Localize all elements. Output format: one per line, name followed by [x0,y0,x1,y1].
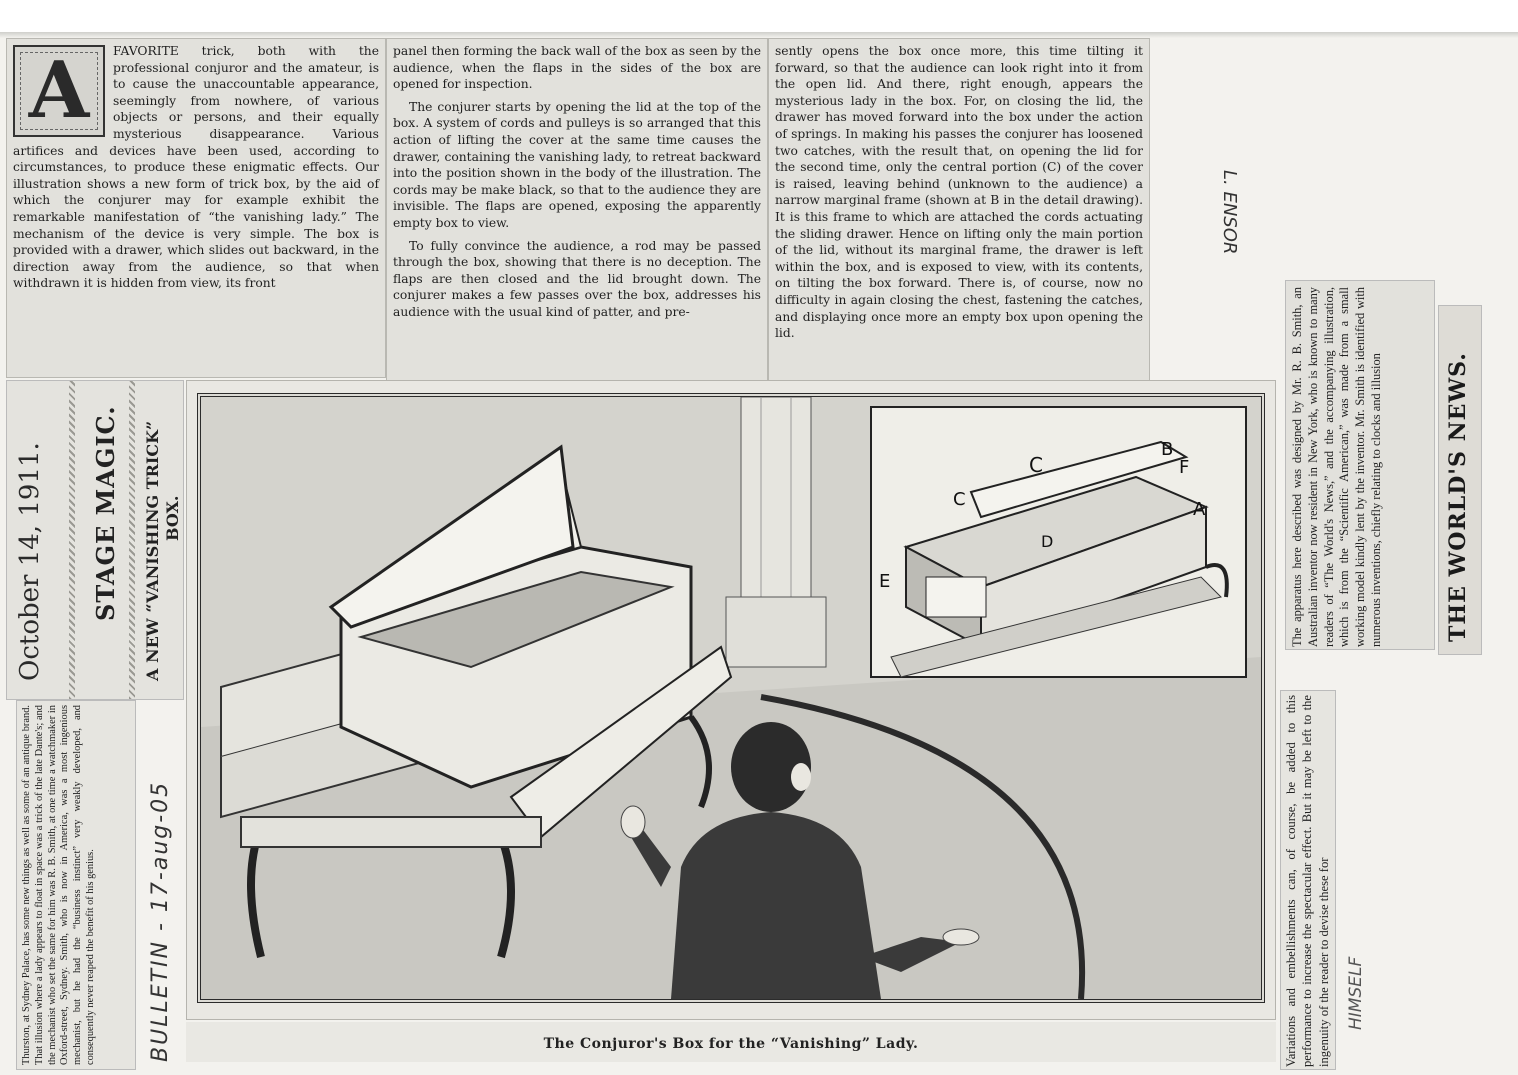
article-subheading: A NEW “VANISHING TRICK” [143,420,162,681]
article-paragraph: panel then forming the back wall of the box as seen by the audience, when the flaps in the sides of the box are opened for inspection. [393,44,761,92]
pillar [726,397,826,667]
detail-label-c: C [1029,453,1043,477]
article-heading: STAGE MAGIC. [91,405,120,621]
detail-label-c2: C [953,489,966,510]
worlds-news-headline-clip [1438,305,1482,655]
dropcap-ornament [13,45,105,137]
detail-label-e: E [879,571,891,592]
detail-label-a: A [1193,499,1206,520]
clipping-date: October 14, 1911. [15,442,45,681]
article-column-3 [768,38,1150,384]
detail-label-d: D [1041,532,1054,551]
article-column-2 [386,38,768,384]
article-paragraph: The conjurer starts by opening the lid at the top of the box. A system of cords and pulleys is so arranged that this action of lifting the cover at the same time causes the drawer, containing the vanishing lady, to retreat backward into the position shown in the body of the illustration. The cords may be make black, so that to the audience they are invisible. The flaps are opened, exposing the apparently empty box to view. [393,99,761,230]
worlds-news-text: The apparatus here described was designed by Mr. R. B. Smith, an Australian inventor now resident in New York, who is known to many readers of “The World's News,” and the accompanying illustration, which is from the “Scientific American,” was made from a small working model kindly lent by the inventor. Mr. Smith is identified with numerous inventions, chiefly relating to clocks and illusion [1290,287,1383,647]
illustration-frame [197,393,1265,1003]
article-lead-paragraph: FAVORITE trick, both with the professional conjuror and the amateur, is to cause the unaccountable appearance, seemingly from nowhere, of various objects or persons, and their equally mysterious disappearance. Various artifices and devices have been used, according to circumstances, to produce these enigmatic effects. Our illustration shows a new form of trick box, by the aid of which the conjurer may for example exhibit the remarkable manifestation of “the vanishing lady.” The mechanism of the device is very simple. The box is provided with a drawer, which slides out backward, in the direction away from the audience, so that when withdrawn it is hidden from view, its front [13,44,379,291]
detail-drawing-inset [871,407,1246,677]
detail-label-f: F [1179,457,1190,478]
variations-clipping [1280,690,1336,1070]
handwritten-note: HIMSELF [1346,956,1366,1030]
detail-label-b: B [1161,439,1174,460]
illustration-caption: The Conjuror's Box for the “Vanishing” Lady. [543,1036,919,1052]
dropcap-letter: A [28,45,90,136]
bulletin-clipping [16,700,136,1070]
illustration-panel [186,380,1276,1020]
article-paragraph: sently opens the box once more, this time tilting it forward, so that the audience can look right into it from the open lid. And there, right enough, appears the mysterious lady in the box. For, on closing the lid, the drawer has moved forward into the box under the action of springs. In making his passes the conjurer has loosened two catches, with the result that, on opening the lid for the second time, only the central portion (C) of the cover is raised, leaving behind (unknown to the audience) a narrow marginal frame (shown at B in the detail drawing). It is this frame to which are attached the cords actuating the sliding drawer. Hence on lifting only the main portion of the lid, without its marginal frame, the drawer is left within the box, and is exposed to view, with its contents, on tilting the box forward. There is, of course, now no difficulty in again closing the chest, fastening the catches, and displaying once more an empty box upon opening the lid. [775,44,1143,341]
article-paragraph: To fully convince the audience, a rod may be passed through the box, showing that there is no deception. The flaps are then closed and the lid brought down. The conjurer makes a few passes over the box, addresses his audience with the usual kind of patter, and pre- [393,238,761,319]
vanishing-lady-illustration [201,397,1261,999]
variations-text: Variations and embellishments can, of course, be added to this performance to increase the spectacular effect. But it may be left to the ingenuity of the reader to devise these for [1284,695,1331,1067]
bulletin-text: Thurston, at Sydney Palace, has some new things as well as some of an antique brand. That illusion where a lady appears to float in space was a trick of the late Dante's; and the mechanist who set the same for him was R. B. Smith, at one time a watchmaker in Oxford-street, Sydney. Smith, who is now in America, was a most ingenious mechanist, but he had the “business instinct” very weakly developed, and consequently never reaped the benefit of his genius. [21,705,96,1065]
worlds-news-headline: THE WORLD'S NEWS. [1445,352,1471,642]
article-subheading-box: BOX. [163,495,182,541]
article-column-1 [6,38,386,378]
left-heading-strip [6,380,184,700]
worlds-news-clipping [1285,280,1435,650]
handwritten-bulletin-date: BULLETIN - 17-aug-05 [148,780,173,1062]
